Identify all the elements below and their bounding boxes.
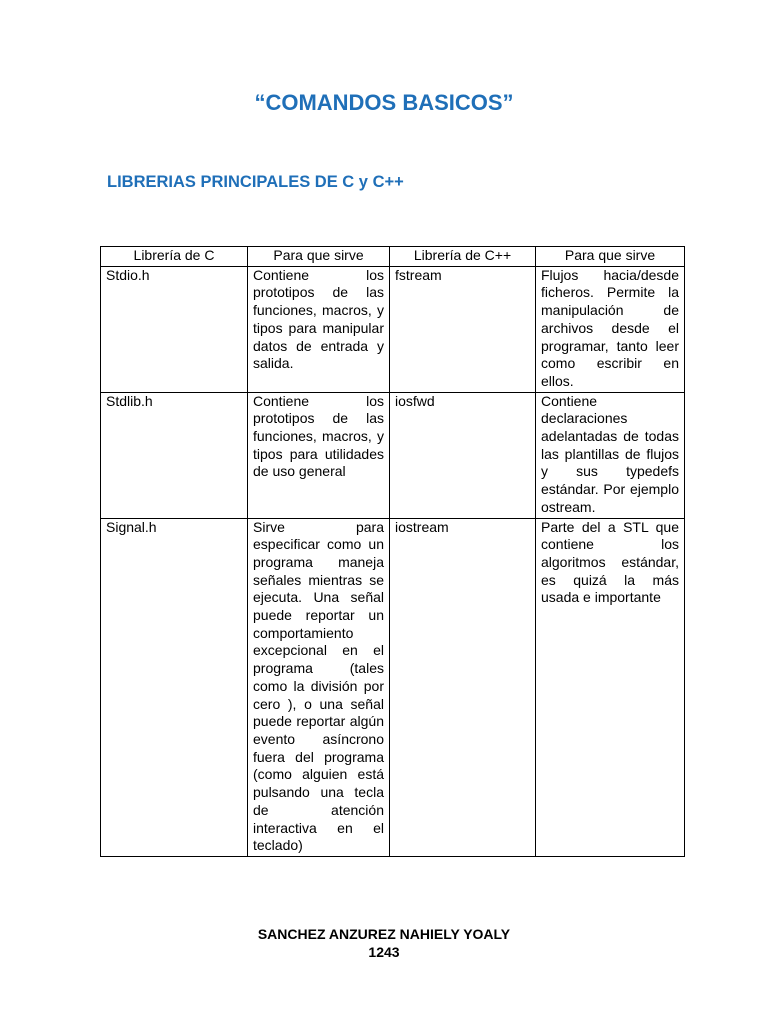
c-purpose-cell: Contiene los prototipos de las funciones, macros, y tipos para manipular datos de entrada y salida. — [248, 266, 390, 392]
section-heading: LIBRERIAS PRINCIPALES DE C y C++ — [107, 173, 404, 191]
header-cpp-purpose: Para que sirve — [536, 247, 685, 267]
header-c-purpose: Para que sirve — [248, 247, 390, 267]
cpp-purpose-cell: Contiene declaraciones adelantadas de todas las plantillas de flujos y sus typedefs estándar. Por ejemplo ostream. — [536, 392, 685, 518]
cpp-purpose-cell: Flujos hacia/desde ficheros. Permite la manipulación de archivos desde el programar, tanto leer como escribir en ellos. — [536, 266, 685, 392]
cpp-purpose-cell: Parte del a STL que contiene los algoritmos estándar, es quizá la más usada e importante — [536, 518, 685, 856]
table-row — [101, 266, 685, 392]
cpp-library-cell: fstream — [390, 266, 536, 392]
table-row — [101, 518, 685, 856]
author-code: 1243 — [368, 944, 400, 960]
c-purpose-cell: Contiene los prototipos de las funciones, macros, y tipos para utilidades de uso general — [248, 392, 390, 518]
author-name: SANCHEZ ANZUREZ NAHIELY YOALY — [257, 926, 511, 942]
c-library-cell: Stdlib.h — [101, 392, 248, 518]
header-c-library: Librería de C — [101, 247, 248, 267]
c-library-cell: Stdio.h — [101, 266, 248, 392]
cpp-library-cell: iostream — [390, 518, 536, 856]
table-row — [101, 392, 685, 518]
document-title: “COMANDOS BASICOS” — [254, 90, 514, 115]
table-header-row — [101, 247, 685, 267]
header-cpp-library: Librería de C++ — [390, 247, 536, 267]
libraries-table — [100, 246, 685, 857]
c-purpose-cell: Sirve para especificar como un programa maneja señales mientras se ejecuta. Una señal puede reportar un comportamiento excepcional en el programa (tales como la división por cero ), o una señal puede reportar algún evento asíncrono fuera del programa (como alguien está pulsando una tecla de atención interactiva en el teclado) — [248, 518, 390, 856]
cpp-library-cell: iosfwd — [390, 392, 536, 518]
c-library-cell: Signal.h — [101, 518, 248, 856]
